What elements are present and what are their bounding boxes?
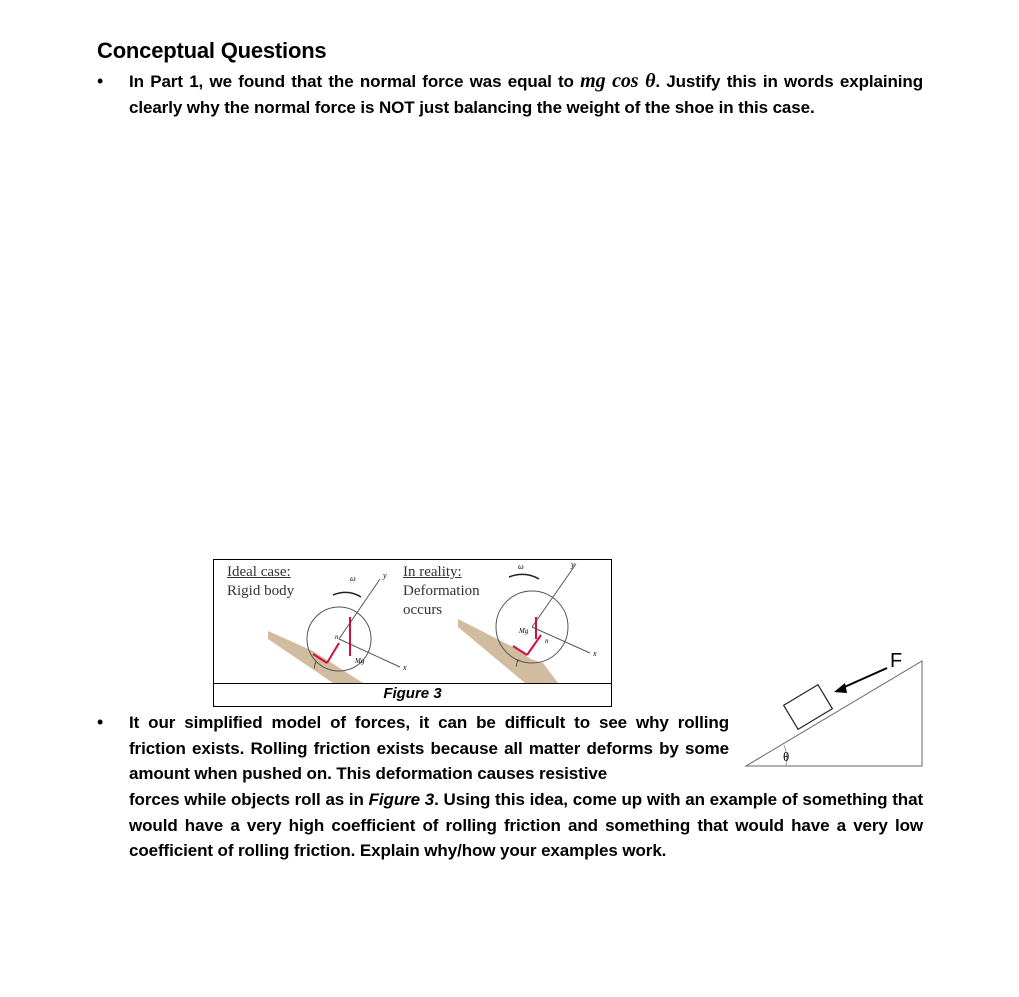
omega-arrow-right — [509, 574, 539, 579]
normal-arrow-right — [527, 635, 541, 655]
angle-label: θ — [783, 749, 790, 764]
question-2-rest-after: . Using this idea, come up with an example of something that would have a very high coefficient of rolling friction and something that would have a very low coefficient of rolling friction. Explain why/how your examples work. — [129, 790, 924, 860]
f-label-right: f — [516, 659, 518, 667]
omega-arrow-left — [333, 592, 361, 597]
incline-block-diagram — [744, 645, 924, 770]
axis-x-left — [339, 639, 400, 667]
formula-mg-cos-theta: mg cos θ — [580, 70, 656, 92]
x-label-right: x — [593, 649, 597, 658]
ground-slope-left — [268, 631, 363, 683]
reality-subtitle-line2: occurs — [403, 602, 443, 618]
question-1-text-after: . Justify this in words explaining clearly why the normal force is NOT just balancing the weight of the shoe in this case. — [129, 72, 923, 117]
force-arrow-head — [834, 683, 847, 693]
ground-slope-right — [458, 619, 558, 683]
omega-label-right: ω — [518, 562, 524, 571]
question-1-text — [129, 69, 923, 120]
mg-label-left: Mg — [355, 657, 365, 665]
block — [784, 685, 833, 730]
ideal-case-subtitle: Rigid body — [227, 583, 295, 599]
y-label-right: y — [571, 560, 575, 569]
f-label-left: f — [314, 661, 316, 669]
ideal-case-title: Ideal case: — [227, 564, 291, 580]
incline-triangle — [746, 661, 922, 766]
question-2-text-rest — [129, 787, 923, 864]
axis-y-left — [339, 579, 380, 639]
omega-label-left: ω — [350, 574, 356, 583]
figure-3-reference: Figure 3 — [368, 790, 435, 809]
force-label: F — [890, 650, 903, 672]
reality-subtitle-line1: Deformation — [403, 583, 480, 599]
n-label-left: n — [335, 633, 339, 641]
x-label-left: x — [403, 663, 407, 672]
figure-3 — [213, 559, 612, 707]
question-2-rest-before: forces while objects roll as in — [129, 790, 369, 809]
bullet-marker: • — [97, 71, 104, 91]
n-label-right: n — [545, 637, 549, 645]
question-2-text-top: It our simplified model of forces, it can be difficult to see why rolling friction exists. Rolling friction exists because all matter deforms by some amount when pushed on. This deformation causes resistive — [129, 713, 729, 783]
mg-label-right: Mg — [519, 627, 529, 635]
section-heading: Conceptual Questions — [97, 38, 327, 63]
question-1-text-before: In Part 1, we found that the normal force was equal to — [129, 72, 581, 91]
reality-title: In reality: — [403, 564, 462, 580]
bullet-marker: • — [97, 712, 104, 732]
y-label-left: y — [383, 571, 387, 580]
figure-3-caption: Figure 3 — [383, 685, 442, 702]
normal-arrow-left — [327, 643, 339, 663]
axis-y-right — [532, 564, 576, 627]
